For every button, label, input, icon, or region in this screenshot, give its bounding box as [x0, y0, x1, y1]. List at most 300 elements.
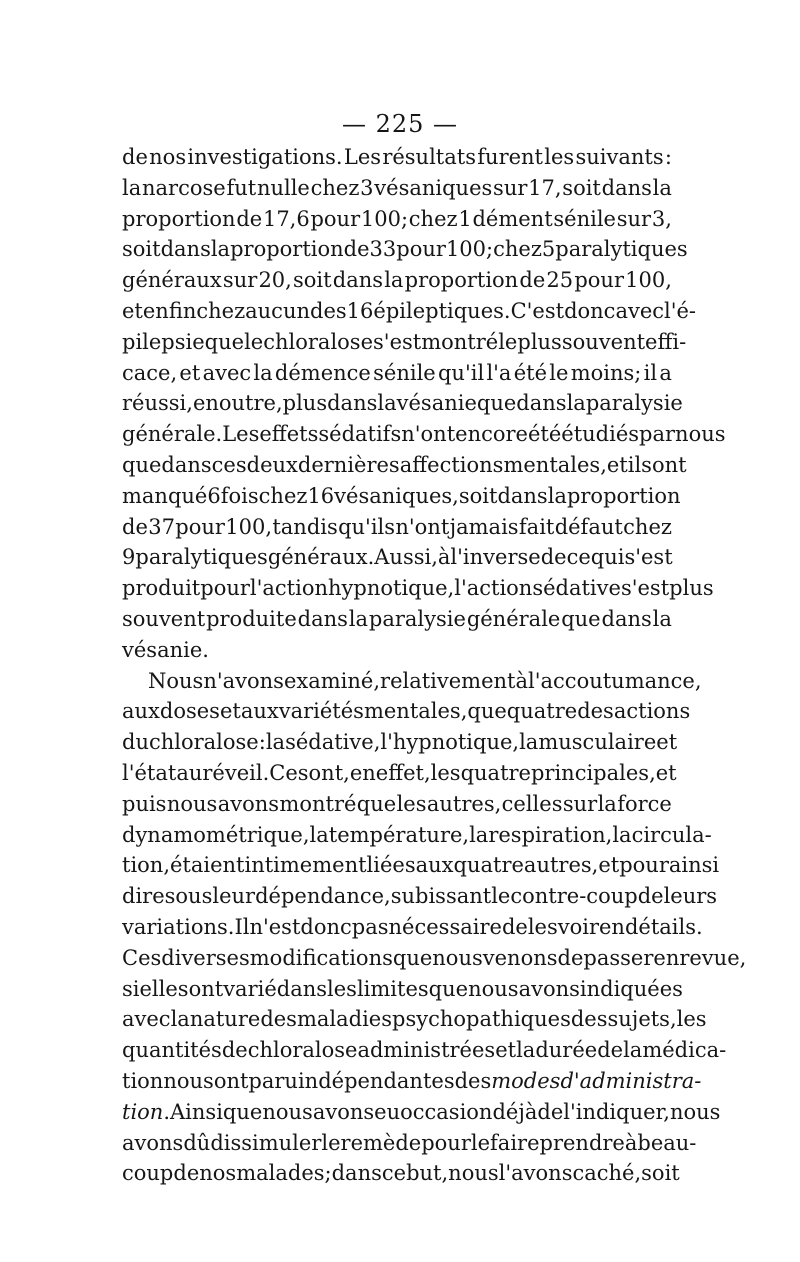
word: sous [164, 884, 213, 909]
word: dans [297, 606, 348, 631]
word: pour [200, 576, 250, 601]
word: que [467, 699, 507, 724]
word: remède [340, 1130, 422, 1155]
word: pas [351, 914, 389, 939]
word: faire [490, 1130, 540, 1155]
word: maladies [296, 1007, 393, 1032]
word: le [244, 329, 264, 354]
text-line [122, 850, 720, 881]
word: l'action [249, 576, 328, 601]
word: aux [415, 853, 454, 878]
word: Ce [269, 760, 298, 785]
word: celles [501, 791, 563, 816]
word: indépendantes [297, 1068, 455, 1093]
word: dans [601, 175, 652, 200]
text-line [122, 604, 672, 635]
word: 17,6 [262, 206, 310, 231]
word: que [428, 976, 469, 1001]
word: indiquées [579, 976, 683, 1001]
word: la [652, 606, 672, 631]
word: donc [300, 914, 352, 939]
word: et [495, 1038, 517, 1063]
word: quatre [506, 699, 578, 724]
word: nous [163, 1068, 214, 1093]
word: la [612, 822, 632, 847]
word: hypnotique, [328, 576, 455, 601]
word: nous [262, 1099, 313, 1124]
word: avec [202, 360, 252, 385]
word: de [221, 1038, 248, 1063]
word: dire [122, 884, 165, 909]
word: Les [343, 145, 382, 169]
word: 9 [122, 545, 136, 570]
word: par [639, 422, 676, 447]
word: Les [222, 422, 260, 447]
word: du [122, 730, 149, 755]
word: à [515, 668, 529, 693]
word: de [537, 1099, 564, 1124]
word: respiration, [488, 822, 613, 847]
word: avons [312, 1099, 375, 1124]
word: Il [234, 914, 250, 939]
word: contre-coup [510, 884, 638, 909]
word: pour [396, 237, 446, 262]
word: et [219, 699, 241, 724]
word: et [179, 360, 201, 385]
word: pour [310, 206, 361, 231]
word: pour [574, 268, 624, 293]
word: dû [183, 1130, 211, 1155]
word: soit [293, 268, 332, 293]
word: sur [493, 175, 528, 200]
word: 100; [445, 237, 494, 262]
word: n'avons [203, 668, 284, 693]
word: paralytiques [135, 545, 268, 570]
word: 100, [625, 268, 672, 293]
text-line [122, 1097, 721, 1128]
word: n'ont [395, 514, 450, 539]
word: varié [223, 976, 277, 1001]
word: n'est [249, 914, 301, 939]
word: sédative [532, 576, 621, 601]
word: les [430, 760, 461, 785]
word: quatre [460, 760, 531, 785]
word: dans [497, 483, 548, 508]
word: prendre [539, 1130, 625, 1155]
word: elles [139, 976, 189, 1001]
word: l'indiquer, [563, 1099, 670, 1124]
word: des [260, 1007, 297, 1032]
word: la [348, 606, 369, 631]
word: ont [651, 452, 687, 477]
word: les [396, 791, 427, 816]
word: 100; [360, 206, 409, 231]
word: 25 [546, 268, 574, 293]
word: avons [122, 1130, 184, 1155]
word: Nous [148, 668, 204, 693]
word: 1 [458, 206, 472, 231]
word: sédatifs [318, 422, 402, 447]
word: avec [615, 298, 665, 323]
word: occasion [400, 1099, 493, 1124]
word: dans [160, 237, 211, 262]
word: chez [310, 175, 360, 200]
word: investigations. [187, 145, 343, 169]
word: encore [455, 422, 528, 447]
word: variations. [122, 914, 235, 939]
word: proportion [122, 206, 236, 231]
word: nous [468, 976, 519, 1001]
word: que [561, 606, 601, 631]
word: diverses [161, 945, 250, 970]
word: à [437, 545, 451, 570]
word: réveil. [202, 760, 270, 785]
word: de [597, 1038, 624, 1063]
word: la [170, 1007, 190, 1032]
text-line [122, 1158, 680, 1189]
word: administrées [357, 1038, 496, 1063]
word: vésaniques, [334, 483, 459, 508]
word: sur [616, 206, 652, 231]
word: l'hypnotique, [380, 730, 520, 755]
word: le [321, 1130, 341, 1155]
text-line [122, 881, 718, 912]
word: détails. [624, 914, 703, 939]
page-number: — 225 — [341, 110, 459, 138]
word: le [549, 360, 569, 385]
word: coup [122, 1161, 174, 1186]
word: généraux. [267, 545, 375, 570]
word: chez [623, 514, 672, 539]
word: revue, [679, 945, 747, 970]
word: psychopathiques [392, 1007, 571, 1032]
word: le [491, 884, 511, 909]
word: sénile [373, 360, 436, 385]
word: nature [189, 1007, 261, 1032]
text-line [122, 450, 687, 481]
word: nous [448, 1161, 499, 1186]
text-line [122, 943, 747, 974]
word: étaient [170, 853, 245, 878]
word: les [527, 914, 558, 939]
word: s'est [373, 329, 422, 354]
word: qui [590, 545, 625, 570]
word: suivants [575, 145, 664, 169]
word: avec [122, 1007, 171, 1032]
word: fut [226, 175, 257, 200]
word: paralysie [585, 391, 683, 416]
word: variétés [278, 699, 364, 724]
word: produite [206, 606, 297, 631]
word: de [236, 206, 263, 231]
word: tion [122, 1068, 164, 1093]
word: mentales, [363, 699, 468, 724]
word: aucun [245, 298, 310, 323]
word: l'accoutumance, [528, 668, 702, 693]
word: dépendance, [255, 884, 391, 909]
word: l'avons [498, 1161, 573, 1186]
word: produit [122, 576, 201, 601]
word: fois [220, 483, 259, 508]
word: manqué [122, 483, 208, 508]
word: : [258, 730, 266, 755]
word: modes [491, 1068, 561, 1093]
word: la [265, 730, 286, 755]
word: vésanie [396, 391, 477, 416]
word: de [557, 945, 584, 970]
word: nous [166, 791, 218, 816]
word: les [676, 1007, 707, 1032]
word: effet, [375, 760, 431, 785]
line-text: vésanie. [122, 637, 209, 662]
word: nous [675, 422, 726, 447]
word: autres, [523, 853, 599, 878]
word: soit [562, 175, 601, 200]
text-line [122, 173, 672, 204]
word: épileptiques. [373, 298, 511, 323]
word: dans [332, 268, 384, 293]
word: nulle [256, 175, 310, 200]
word: à [624, 1130, 638, 1155]
word: quatre [453, 853, 524, 878]
word: circula- [631, 822, 712, 847]
word: voir [557, 914, 599, 939]
word: la [652, 175, 672, 200]
text-line [122, 820, 712, 851]
word: chloralose [263, 329, 374, 354]
word: et [122, 298, 143, 323]
word: dernières [297, 452, 400, 477]
word: chloralose [148, 730, 259, 755]
word: la [210, 237, 231, 262]
word: nous [432, 945, 483, 970]
word: de [173, 1161, 200, 1186]
word: en [349, 760, 376, 785]
word: la [309, 822, 329, 847]
word: Ces [122, 945, 162, 970]
text-line [122, 542, 672, 573]
word: 100, [225, 514, 273, 539]
word: aux [240, 699, 279, 724]
word: ces [211, 452, 247, 477]
text-line [122, 419, 726, 450]
word: paralysie [368, 606, 466, 631]
word: venons [482, 945, 558, 970]
text-line [122, 666, 702, 697]
text-line [122, 974, 683, 1005]
word: nos [149, 145, 187, 169]
text-line [122, 1035, 727, 1066]
word: plus [669, 576, 714, 601]
word: plus [282, 391, 328, 416]
word: caché, [572, 1161, 642, 1186]
word: furent [477, 145, 543, 169]
word: musculaire [538, 730, 657, 755]
word: mentales, [503, 452, 607, 477]
word: que [356, 791, 397, 816]
word: paru [248, 1068, 298, 1093]
word: modifications [249, 945, 393, 970]
word: sur [562, 791, 598, 816]
word: que [222, 1099, 263, 1124]
word: but, [406, 1161, 449, 1186]
word: la [122, 175, 142, 200]
word: résultats [382, 145, 476, 169]
word: pilepsie [122, 329, 205, 354]
word: et [606, 452, 628, 477]
word: soit [641, 1161, 680, 1186]
word: durée [535, 1038, 598, 1063]
text-line [122, 573, 714, 604]
text-line [122, 265, 672, 296]
text-line [122, 1128, 697, 1159]
word: nos [199, 1161, 237, 1186]
word: souvent [122, 606, 206, 631]
word: s'est [620, 576, 670, 601]
word: quantités [122, 1038, 222, 1063]
text-line [122, 388, 683, 419]
word: fait [518, 514, 555, 539]
word: avons [217, 791, 280, 816]
word: des [570, 1007, 608, 1032]
word: a [659, 360, 672, 385]
word: tion. [122, 1099, 171, 1124]
text-line [122, 789, 672, 820]
text-line [122, 481, 681, 512]
text-line [122, 1004, 707, 1035]
word: effets [259, 422, 319, 447]
word: eu [374, 1099, 401, 1124]
word: subissant [390, 884, 492, 909]
word: proportion [404, 268, 519, 293]
word: principales, [530, 760, 656, 785]
word: 17, [528, 175, 562, 200]
word: le [470, 1130, 491, 1155]
word: été [513, 360, 548, 385]
word: si [122, 976, 140, 1001]
word: réussi, [122, 391, 193, 416]
word: ont [213, 1068, 249, 1093]
text-line [122, 912, 703, 943]
word: défaut [554, 514, 623, 539]
text-line [122, 696, 691, 727]
word: montré [421, 329, 499, 354]
text-line [122, 758, 677, 789]
word: d'administra- [560, 1068, 702, 1093]
word: générale. [122, 422, 223, 447]
word: de [122, 145, 148, 169]
word: autres, [426, 791, 502, 816]
word: la [566, 391, 586, 416]
word: tion, [122, 853, 170, 878]
word: en [653, 945, 680, 970]
word: ils [627, 452, 652, 477]
text-line [122, 234, 688, 265]
word: plus [517, 329, 562, 354]
word: aux [122, 699, 160, 724]
word: dans [161, 452, 212, 477]
word: et [656, 730, 678, 755]
text-line [122, 1066, 702, 1097]
word: beau- [637, 1130, 697, 1155]
word: dissimuler [210, 1130, 322, 1155]
word: la [519, 730, 539, 755]
word: déjà [492, 1099, 538, 1124]
word: 16 [307, 483, 335, 508]
word: proportion [230, 237, 344, 262]
word: que [204, 329, 245, 354]
word: que [392, 945, 433, 970]
word: chez [258, 483, 308, 508]
word: doses [159, 699, 220, 724]
word: Aussi, [374, 545, 438, 570]
word: 16 [346, 298, 374, 323]
word: ainsi [668, 853, 720, 878]
word: chez [408, 206, 458, 231]
word: avons [518, 976, 580, 1001]
word: l'a [486, 360, 512, 385]
word: chez [196, 298, 246, 323]
word: de [637, 884, 664, 909]
word: de [501, 914, 528, 939]
word: ce [381, 1161, 407, 1186]
word: : [664, 145, 672, 169]
word: examiné, [283, 668, 381, 693]
word: 20, [258, 268, 292, 293]
word: le [498, 329, 518, 354]
word: ont [188, 976, 224, 1001]
word: l'é- [664, 298, 697, 323]
word: dans [601, 606, 652, 631]
word: température, [328, 822, 470, 847]
word: cace, [122, 360, 178, 385]
word: les [327, 976, 357, 1001]
word: la [547, 483, 567, 508]
word: affections [399, 452, 504, 477]
word: la [469, 822, 489, 847]
word: généraux [122, 268, 222, 293]
word: la [597, 791, 617, 816]
word: médica- [642, 1038, 727, 1063]
word: des [310, 298, 347, 323]
word: n'ont [401, 422, 456, 447]
word: l'action [454, 576, 533, 601]
word: passer [583, 945, 654, 970]
word: vésaniques [374, 175, 493, 200]
word: puis [122, 791, 167, 816]
word: en [192, 391, 219, 416]
word: 3, [651, 206, 672, 231]
word: sujets, [607, 1007, 677, 1032]
word: au [176, 760, 203, 785]
text-line [122, 512, 672, 543]
word: que [476, 391, 517, 416]
word: en [599, 914, 625, 939]
word: de [519, 268, 546, 293]
word: sénile [553, 206, 616, 231]
word: qu'il [437, 360, 485, 385]
word: la [253, 360, 273, 385]
word: deux [246, 452, 298, 477]
word: 33 [369, 237, 397, 262]
word: malades; [236, 1161, 332, 1186]
word: liées [366, 853, 416, 878]
word: jamais [449, 514, 519, 539]
word: effi- [645, 329, 687, 354]
word: démence [274, 360, 371, 385]
word: la [377, 391, 397, 416]
word: sur [222, 268, 258, 293]
